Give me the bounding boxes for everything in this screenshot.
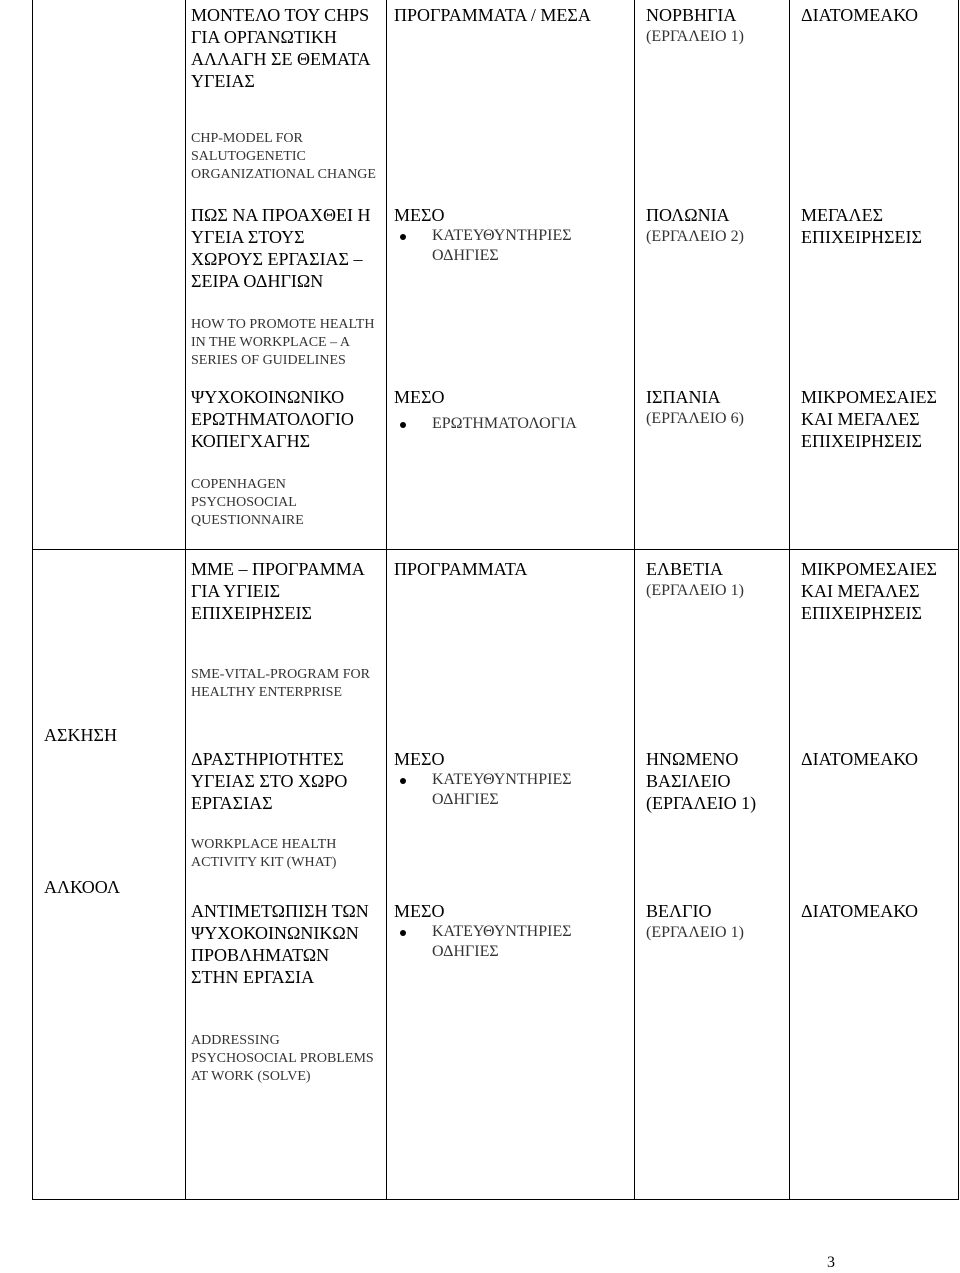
program-title-english: WORKPLACE HEALTH ACTIVITY KIT (WHAT) <box>191 837 337 870</box>
row-category: ΑΣΚΗΣΗ <box>44 725 117 745</box>
program-title-greek: ΑΝΤΙΜΕΤΩΠΙΣΗ ΤΩΝ ΨΥΧΟΚΟΙΝΩΝΙΚΩΝ ΠΡΟΒΛΗΜΑΤΩΝ ΣΤΗΝ ΕΡΓΑΣΙΑ <box>191 901 369 987</box>
country-name: ΙΣΠΑΝΙΑ <box>646 387 721 407</box>
means-label: ΜΕΣΟ <box>394 749 445 769</box>
bullet-icon <box>400 234 406 240</box>
program-title-greek: ΨΥΧΟΚΟΙΝΩΝΙΚΟ ΕΡΩΤΗΜΑΤΟΛΟΓΙΟ ΚΟΠΕΓΧΑΓΗΣ <box>191 387 354 451</box>
table-border-bottom <box>32 1199 959 1200</box>
country-name: ΝΟΡΒΗΓΙΑ <box>646 5 737 25</box>
bullet-icon <box>400 422 406 428</box>
program-title-greek: ΠΩΣ ΝΑ ΠΡΟΑΧΘΕΙ Η ΥΓΕΙΑ ΣΤΟΥΣ ΧΩΡΟΥΣ ΕΡΓΑΣΙΑΣ – ΣΕΙΡΑ ΟΔΗΓΙΩΝ <box>191 205 371 291</box>
table-row <box>32 556 958 700</box>
program-title-greek: ΜΟΝΤΕΛΟ ΤΟΥ CHPS ΓΙΑ ΟΡΓΑΝΩΤΙΚΗ ΑΛΛΑΓΗ ΣΕ ΘΕΜΑΤΑ ΥΓΕΙΑΣ <box>191 5 370 91</box>
means-cell <box>386 900 634 962</box>
table-row <box>32 200 958 368</box>
program-title-english: HOW TO PROMOTE HEALTH IN THE WORKPLACE – A SERIES OF GUIDELINES <box>191 317 375 368</box>
sector-label: ΔΙΑΤΟΜΕΑΚΟ <box>801 749 919 769</box>
means-label: ΜΕΣΟ <box>394 387 445 407</box>
table-row <box>32 724 958 870</box>
table-border-right <box>958 0 959 1200</box>
country-cell <box>634 900 789 944</box>
program-title-greek: ΜΜΕ – ΠΡΟΓΡΑΜΜΑ ΓΙΑ ΥΓΙΕΙΣ ΕΠΙΧΕΙΡΗΣΕΙΣ <box>191 559 364 623</box>
table-row <box>32 384 958 528</box>
means-bullet-item <box>394 922 628 962</box>
means-bullet-text: ΚΑΤΕΥΘΥΝΤΗΡΙΕΣ ΟΔΗΓΙΕΣ <box>432 771 572 808</box>
tool-number: (ΕΡΓΑΛΕΙΟ 1) <box>646 793 757 813</box>
means-label: ΠΡΟΓΡΑΜΜΑΤΑ <box>394 559 528 579</box>
program-title-greek: ΔΡΑΣΤΗΡΙΟΤΗΤΕΣ ΥΓΕΙΑΣ ΣΤΟ ΧΩΡΟ ΕΡΓΑΣΙΑΣ <box>191 749 348 813</box>
tool-number: (ΕΡΓΑΛΕΙΟ 2) <box>646 228 744 245</box>
program-title-english: SME-VITAL-PROGRAM FOR HEALTHY ENTERPRISE <box>191 667 370 700</box>
means-bullet-item <box>394 414 628 434</box>
tool-number: (ΕΡΓΑΛΕΙΟ 1) <box>646 924 744 941</box>
country-name: ΒΕΛΓΙΟ <box>646 901 712 921</box>
sector-label: ΔΙΑΤΟΜΕΑΚΟ <box>801 901 919 921</box>
sector-label: ΜΕΓΑΛΕΣ ΕΠΙΧΕΙΡΗΣΕΙΣ <box>801 205 922 247</box>
means-bullet-item <box>394 770 628 810</box>
programs-table <box>32 0 958 1200</box>
bullet-icon <box>400 930 406 936</box>
program-title-english: CHP-MODEL FOR SALUTOGENETIC ORGANIZATIONAL CHANGE <box>191 131 376 182</box>
country-cell <box>634 558 789 602</box>
means-cell <box>386 204 634 266</box>
means-label: ΜΕΣΟ <box>394 205 445 225</box>
country-cell <box>634 748 789 814</box>
means-bullet-text: ΚΑΤΕΥΘΥΝΤΗΡΙΕΣ ΟΔΗΓΙΕΣ <box>432 227 572 264</box>
row-divider <box>32 549 958 550</box>
page-number: 3 <box>827 1254 835 1271</box>
tool-number: (ΕΡΓΑΛΕΙΟ 1) <box>646 582 744 599</box>
means-bullet-text: ΕΡΩΤΗΜΑΤΟΛΟΓΙΑ <box>432 415 577 432</box>
means-cell <box>386 748 634 810</box>
tool-number: (ΕΡΓΑΛΕΙΟ 6) <box>646 410 744 427</box>
tool-number: (ΕΡΓΑΛΕΙΟ 1) <box>646 28 744 45</box>
sector-label: ΔΙΑΤΟΜΕΑΚΟ <box>801 5 919 25</box>
program-title-english: COPENHAGEN PSYCHOSOCIAL QUESTIONNAIRE <box>191 477 304 528</box>
sector-label: ΜΙΚΡΟΜΕΣΑΙΕΣ ΚΑΙ ΜΕΓΑΛΕΣ ΕΠΙΧΕΙΡΗΣΕΙΣ <box>801 559 937 623</box>
means-bullet-text: ΚΑΤΕΥΘΥΝΤΗΡΙΕΣ ΟΔΗΓΙΕΣ <box>432 923 572 960</box>
country-cell <box>634 4 789 48</box>
table-row <box>32 0 958 182</box>
row-category: ΑΛΚΟΟΛ <box>44 877 120 897</box>
country-cell <box>634 204 789 248</box>
means-label: ΠΡΟΓΡΑΜΜΑΤΑ / ΜΕΣΑ <box>394 5 591 25</box>
means-cell <box>386 386 634 434</box>
means-bullet-item <box>394 226 628 266</box>
table-row <box>32 876 958 1084</box>
sector-label: ΜΙΚΡΟΜΕΣΑΙΕΣ ΚΑΙ ΜΕΓΑΛΕΣ ΕΠΙΧΕΙΡΗΣΕΙΣ <box>801 387 937 451</box>
country-name: ΗΝΩΜΕΝΟ ΒΑΣΙΛΕΙΟ <box>646 749 739 791</box>
program-title-english: ADDRESSING PSYCHOSOCIAL PROBLEMS AT WORK (SOLVE) <box>191 1033 374 1084</box>
country-cell <box>634 386 789 430</box>
country-name: ΠΟΛΩΝΙΑ <box>646 205 730 225</box>
bullet-icon <box>400 778 406 784</box>
means-label: ΜΕΣΟ <box>394 901 445 921</box>
country-name: ΕΛΒΕΤΙΑ <box>646 559 724 579</box>
